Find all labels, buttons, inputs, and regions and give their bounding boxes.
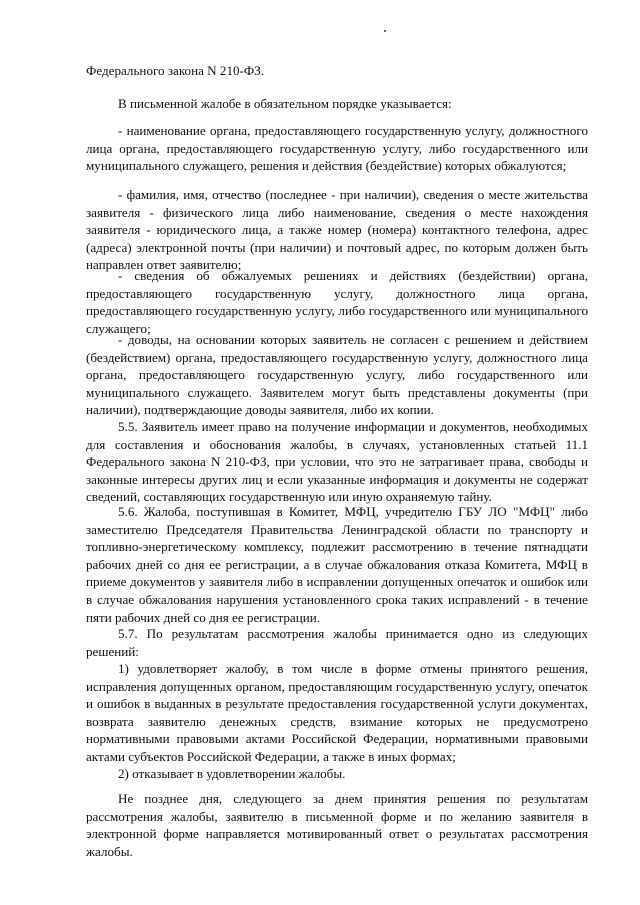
paragraph-decision-refuse: 2) отказывает в удовлетворении жалобы. [118,766,346,781]
paragraph-5-5: 5.5. Заявитель имеет право на получение информации и документов, необходимых для составления и обоснования жалобы, в случаях, установленных статьей 11.1 Федерального закона N 210-ФЗ, при условии, что это не затрагивает права, свободы и законные интересы других лиц и если указанные информация и документы не содержат сведений, составляющих государственную или иную охраняемую тайну. [86,419,588,505]
paragraph-response-deadline: Не позднее дня, следующего за днем принятия решения по результатам рассмотрения жалобы, заявителю в письменной форме и по желанию заявителя в электронной форме направляется мотивированный ответ о результатах рассмотрения жалобы. [86,791,588,859]
paragraph-5-6: 5.6. Жалоба, поступившая в Комитет, МФЦ, учредителю ГБУ ЛО "МФЦ" либо заместителю Председателя Правительства Ленинградской области по транспорту и топливно-энергетическому комплексу, подлежит рассмотрению в течение пятнадцати рабочих дней со дня ее регистрации, а в случае обжалования отказа Комитета, МФЦ в приеме документов у заявителя либо в исправлении допущенных опечаток и ошибок или в случае обжалования нарушения установленного срока таких исправлений - в течение пяти рабочих дней со дня ее регистрации. [86,504,588,625]
paragraph-law-reference: Федерального закона N 210-ФЗ. [86,63,265,78]
paragraph-item-appealed-decisions: - сведения об обжалуемых решениях и действиях (бездействии) органа, предоставляющего государственную услугу, должностного лица органа, предоставляющего государственную услугу, либо государственного или муниципального служащего; [86,268,588,336]
paragraph-item-arguments: - доводы, на основании которых заявитель не согласен с решением и действием (бездействием) органа, предоставляющего государственную услугу, должностного лица органа, предоставляющего государственную услугу, либо государственного или муниципального служащего. Заявителем могут быть представлены документы (при наличии), подтверждающие доводы заявителя, либо их копии. [86,332,588,418]
scan-dot-mark [384,30,386,32]
paragraph-5-7: 5.7. По результатам рассмотрения жалобы принимается одно из следующих решений: [86,626,588,659]
paragraph-item-applicant-details: - фамилия, имя, отчество (последнее - при наличии), сведения о месте жительства заявителя - физического лица либо наименование, сведения о месте нахождения заявителя - юридического лица, а также номер (номера) контактного телефона, адрес (адреса) электронной почты (при наличии) и почтовый адрес, по которым должен быть направлен ответ заявителю; [86,187,588,273]
paragraph-item-authority-name: - наименование органа, предоставляющего государственную услугу, должностного лица органа, предоставляющего государственную услугу, либо государственного или муниципального служащего, решения и действия (бездействие) которых обжалуются; [86,123,588,174]
paragraph-decision-satisfy: 1) удовлетворяет жалобу, в том числе в форме отмены принятого решения, исправления допущенных органом, предоставляющим государственную услугу, опечаток и ошибок в выданных в результате предоставления государственной услуги документах, возврата заявителю денежных средств, взимание которых не предусмотрено нормативными правовыми актами Российской Федерации, нормативными правовыми актами субъектов Российской Федерации, а также в иных формах; [86,661,588,764]
paragraph-complaint-requirements-intro: В письменной жалобе в обязательном порядке указывается: [118,96,452,111]
